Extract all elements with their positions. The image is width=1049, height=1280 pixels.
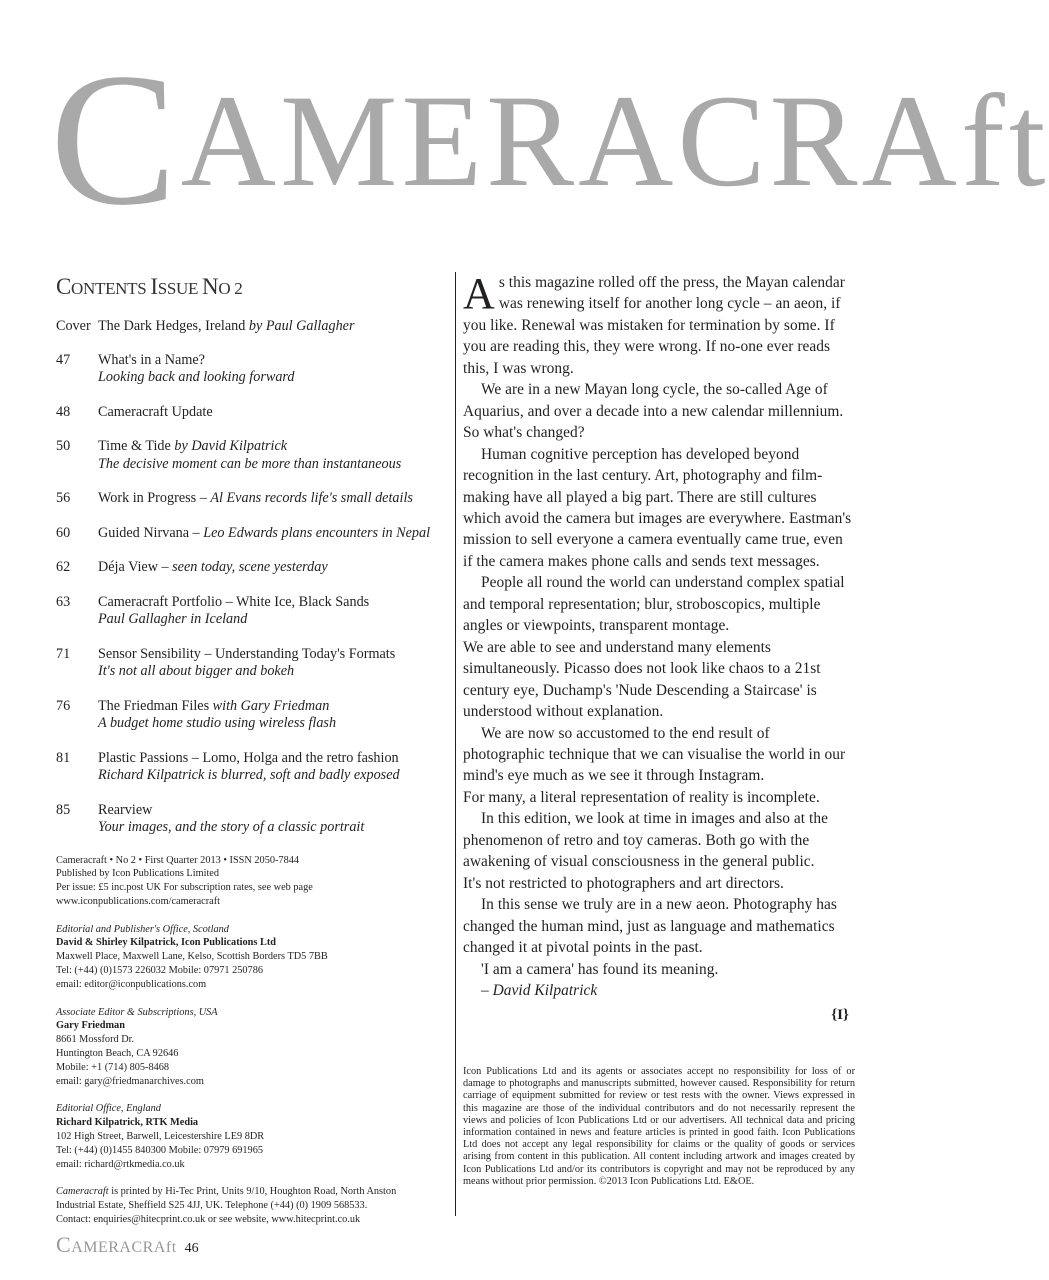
editorial-paragraph: It's not restricted to photographers and art directors. — [463, 874, 784, 892]
entry-title: Cameracraft Update — [98, 403, 213, 420]
entry-title-italic: Al Evans records life's small details — [210, 490, 413, 506]
entry-title: Cameracraft Portfolio – White Ice, Black Sands — [98, 593, 370, 610]
page-number: 46 — [184, 1241, 199, 1256]
contents-title: CONTENTS ISSUE NO 2 — [56, 274, 243, 299]
editorial-paragraph: We are able to see and understand many elements simultaneously. Picasso does not look like chaos to a 21st century eye, Duchamp's 'Nude Descending a Staircase' is understood without explanation. — [463, 638, 821, 721]
contents-entry — [56, 594, 448, 629]
contents-entry — [56, 352, 448, 387]
entry-subtitle: Looking back and looking forward — [98, 369, 295, 385]
editorial-paragraph: We are in a new Mayan long cycle, the so-called Age of Aquarius, and over a decade into a new calendar millennium. So what's changed? — [463, 381, 844, 442]
entry-title: Déja View – — [98, 559, 173, 575]
entry-page-number: 50 — [56, 438, 71, 454]
entry-title-italic: seen today, scene yesterday — [172, 559, 328, 575]
entry-page-number: 48 — [56, 403, 71, 420]
entry-title: Plastic Passions – Lomo, Holga and the retro fashion — [98, 749, 399, 766]
column-divider — [455, 272, 456, 1216]
entry-page-number: 71 — [56, 645, 71, 662]
page-footer — [56, 1232, 199, 1258]
editorial-column — [463, 269, 855, 1027]
contents-entry — [56, 698, 448, 733]
footer-logo: CAMERACRAft — [56, 1232, 177, 1257]
entry-title: Guided Nirvana – — [98, 524, 204, 541]
entry-title: Time & Tide — [98, 438, 175, 454]
editorial-paragraph: People all round the world can understand complex spatial and temporal representation; blur, stroboscopics, multiple angles or viewpoints, transparent montage. — [463, 574, 845, 635]
entry-title: What's in a Name? — [98, 351, 205, 368]
entry-title-italic: by David Kilpatrick — [174, 438, 288, 454]
office-england: Editorial Office, England Richard Kilpatrick, RTK Media 102 High Street, Barwell, Leicestershire LE9 8DR Tel: (+44) (0)1455 840300 Mobile: 07979 691965 email: richard@rtkmedia.co.uk — [56, 1103, 265, 1170]
editorial-paragraph: For many, a literal representation of reality is incomplete. — [463, 788, 820, 806]
editorial-paragraph: In this sense we truly are in a new aeon. Photography has changed the human mind, just as language and mathematics changed it at pivotal points in the past. — [463, 896, 837, 957]
end-mark-icon: {I} — [831, 1007, 849, 1024]
contents-list — [56, 352, 448, 837]
entry-title-italic: with Gary Friedman — [212, 697, 330, 714]
entry-page-number: 81 — [56, 749, 71, 766]
legal-disclaimer: Icon Publications Ltd and its agents or associates accept no responsibility for loss of or damage to photographs and manuscripts submitted, however caused. Responsibility for return carriage of equipment submitted for review or test rests with the owner. Views expressed in this magazine are those of the individual contributors and do not necessarily represent the views and policies of Icon Publications Ltd or our advertisers. All technical data and pricing information contained in news and feature articles is printed in good faith. Icon Publications Ltd does not accept any legal responsibility for claims or the quality of goods or services arising from content in this publication. All content including artwork and images created by Icon Publications Ltd and/or its contributors is copyright and may not be reproduced by any means without prior permission. ©2013 Icon Publications Ltd. E&OE. — [463, 1066, 855, 1187]
editorial-text — [463, 269, 855, 1027]
contents-cover-entry: Cover The Dark Hedges, Ireland by Paul Gallagher — [56, 318, 355, 334]
contents-entry — [56, 404, 448, 422]
entry-page-number: 62 — [56, 559, 71, 575]
contents-entry — [56, 559, 448, 577]
contents-entry — [56, 750, 448, 785]
entry-subtitle: It's not all about bigger and bokeh — [98, 663, 295, 679]
contents-entry — [56, 438, 448, 473]
editorial-paragraph: 'I am a camera' has found its meaning. — [481, 960, 719, 978]
editorial-paragraph: As this magazine rolled off the press, the Mayan calendar was renewing itself for another long cycle – an aeon, if you like. Renewal was mistaken for termination by some. If you are reading this, they were wrong. If no-one ever reads this, I was wrong. — [463, 269, 845, 377]
entry-subtitle: Richard Kilpatrick is blurred, soft and badly exposed — [98, 767, 400, 783]
editorial-paragraph: Human cognitive perception has developed beyond recognition in the last century. Art, photography and film-making have all played a big part. There are still cultures which avoid the camera but images are everywhere. Eastman's mission to sell everyone a camera eventually came true, even if the camera makes phone calls and sends text messages. — [463, 445, 852, 570]
office-usa: Associate Editor & Subscriptions, USA Gary Friedman 8661 Mossford Dr. Huntington Beach, CA 92646 Mobile: +1 (714) 805-8468 email: gary@friedmanarchives.com — [56, 1006, 218, 1087]
contents-entry — [56, 646, 448, 681]
publication-info: Cameracraft • No 2 • First Quarter 2013 • ISSN 2050-7844 Published by Icon Publications Limited Per issue: £5 inc.post UK For subscription rates, see web page www.iconpublications.com/cameracraft — [56, 854, 313, 907]
entry-title-italic: Leo Edwards plans encounters in Nepal — [203, 524, 431, 541]
entry-title: The Friedman Files — [98, 697, 213, 714]
contents-column — [56, 272, 448, 1241]
masthead-logo: CAMERACRAft — [50, 35, 1049, 245]
editorial-paragraph: In this edition, we look at time in images and also at the phenomenon of retro and toy cameras. Both go with the awakening of visual consciousness in the general public. — [463, 810, 828, 871]
entry-page-number: 56 — [56, 490, 71, 506]
entry-subtitle: Paul Gallagher in Iceland — [98, 611, 248, 627]
entry-subtitle: Your images, and the story of a classic portrait — [98, 819, 365, 835]
entry-subtitle: A budget home studio using wireless flash — [98, 715, 337, 731]
entry-title: Work in Progress – — [98, 490, 211, 506]
contents-entry — [56, 802, 448, 837]
drop-cap: A — [463, 269, 495, 318]
entry-page-number: 85 — [56, 801, 71, 818]
entry-page-number: 63 — [56, 593, 71, 610]
entry-title: Sensor Sensibility – Understanding Today's Formats — [98, 645, 396, 662]
imprint — [56, 854, 448, 1227]
entry-page-number: 60 — [56, 524, 71, 541]
contents-entry — [56, 490, 448, 508]
editorial-paragraph: We are now so accustomed to the end result of photographic technique that we can visualise the world in our mind's eye much as we see it through Instagram. — [463, 724, 846, 785]
editorial-signature: – David Kilpatrick — [481, 981, 598, 999]
entry-page-number: 76 — [56, 697, 71, 714]
entry-page-number: 47 — [56, 351, 71, 368]
entry-title: Rearview — [98, 801, 153, 818]
entry-subtitle: The decisive moment can be more than instantaneous — [98, 455, 402, 472]
contents-entry — [56, 525, 448, 543]
printer-info: Cameracraft is printed by Hi-Tec Print, Units 9/10, Houghton Road, North Anston Industrial Estate, Sheffield S25 4JJ, UK. Telephone (+44) (0) 1909 568533. Contact: enquiries@hitecprint.co.uk or see website, www.hitecprint.co.uk — [56, 1186, 397, 1226]
office-scotland: Editorial and Publisher's Office, Scotland David & Shirley Kilpatrick, Icon Publications Ltd Maxwell Place, Maxwell Lane, Kelso, Scottish Borders TD5 7BB Tel: (+44) (0)1573 226032 Mobile: 07971 250786 email: editor@iconpublications.com — [56, 923, 328, 990]
